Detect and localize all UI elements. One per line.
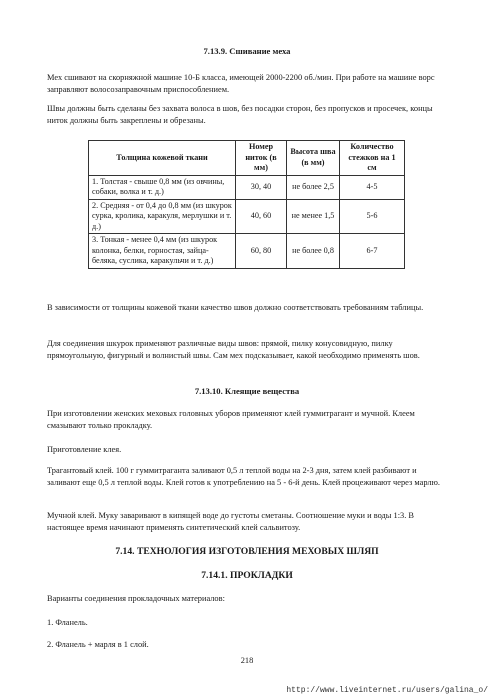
table-row (89, 199, 405, 234)
paragraph-flour-glue: Мучной клей. Муку заваривают в кипящей воде до густоты сметаны. Соотношение муки и воды 1:3. В настоящее время начинают применять синтетический клей сальвитозу. (47, 511, 415, 532)
table-cell: 2. Средняя - от 0,4 до 0,8 мм (из шкурок сурка, кролика, каракуля, мерлушки и т. д.) (89, 199, 236, 234)
paragraph-seam-requirements: Швы должны быть сделаны без захвата волоса в шов, без посадки сторон, без пропусков и просечек, концы ниток должны быть закреплены и обрезаны. (47, 104, 433, 125)
heading-7-14-1: 7.14.1. ПРОКЛАДКИ (201, 570, 293, 581)
table-cell: 4-5 (340, 175, 405, 199)
table-cell: 5-6 (340, 199, 405, 234)
paragraph-glue-usage: При изготовлении женских меховых головных уборов применяют клей гуммитрагант и мучной. Клеем смазывают только прокладку. (47, 409, 415, 430)
table-row (89, 234, 405, 269)
paragraph-lining-variants: Варианты соединения прокладочных материалов: (47, 594, 225, 603)
table-cell: 30, 40 (236, 175, 287, 199)
table-cell: 40, 60 (236, 199, 287, 234)
paragraph-table-reference: В зависимости от толщины кожевой ткани качество швов должно соответствовать требованиям таблицы. (47, 303, 424, 312)
paragraph-fur-sewing-machine: Мех сшивают на скорняжной машине 10-Б класса, имеющей 2000-2200 об./мин. При работе на машине ворс заправляют волосозаправочным приспособлением. (47, 73, 435, 94)
table-cell: 6-7 (340, 234, 405, 269)
table-cell: 3. Тонкая - менее 0,4 мм (из шкурок колонка, белки, горностая, зайца-беляка, суслика, каракульчи и т. д.) (89, 234, 236, 269)
page-number: 218 (240, 656, 254, 665)
list-item: 2. Фланель + марля в 1 слой. (47, 640, 149, 649)
table-cell: не более 0,8 (287, 234, 340, 269)
table-header-cell: Количество стежков на 1 см (340, 141, 405, 176)
table-row (89, 175, 405, 199)
table-header-cell: Номер ниток (в мм) (236, 141, 287, 176)
table-cell: не более 2,5 (287, 175, 340, 199)
heading-7-14: 7.14. ТЕХНОЛОГИЯ ИЗГОТОВЛЕНИЯ МЕХОВЫХ ШЛЯП (115, 546, 379, 557)
table-cell: не менее 1,5 (287, 199, 340, 234)
table-header-cell: Толщина кожевой ткани (89, 141, 236, 176)
heading-7-13-9: 7.13.9. Сшивание меха (203, 46, 291, 56)
list-item: 1. Фланель. (47, 618, 88, 627)
table-header-row (89, 141, 405, 176)
paragraph-tragacanth-glue: Трагантовый клей. 100 г гуммитраганта заливают 0,5 л теплой воды на 2-3 дня, затем клей разбивают и заливают еще 0,5 л теплой воды. Клей готов к употреблению на 5 - 6-й день. Клей процеживают через марлю. (47, 466, 440, 487)
seam-quality-table (88, 140, 405, 269)
table-cell: 1. Толстая - свыше 0,8 мм (из овчины, собаки, волка и т. д.) (89, 175, 236, 199)
table-header-cell: Высота шва (в мм) (287, 141, 340, 176)
heading-7-13-10: 7.13.10. Клеящие вещества (194, 386, 300, 396)
table-cell: 60, 80 (236, 234, 287, 269)
paragraph-seam-types: Для соединения шкурок применяют различные виды швов: прямой, пилку конусовидную, пилку прямоугольную, фигурный и волнистый швы. Сам мех подсказывает, какой необходимо применять шов. (47, 339, 420, 360)
paragraph-glue-preparation: Приготовление клея. (47, 445, 122, 454)
source-url: http://www.liveinternet.ru/users/galina_o/ (286, 686, 488, 695)
